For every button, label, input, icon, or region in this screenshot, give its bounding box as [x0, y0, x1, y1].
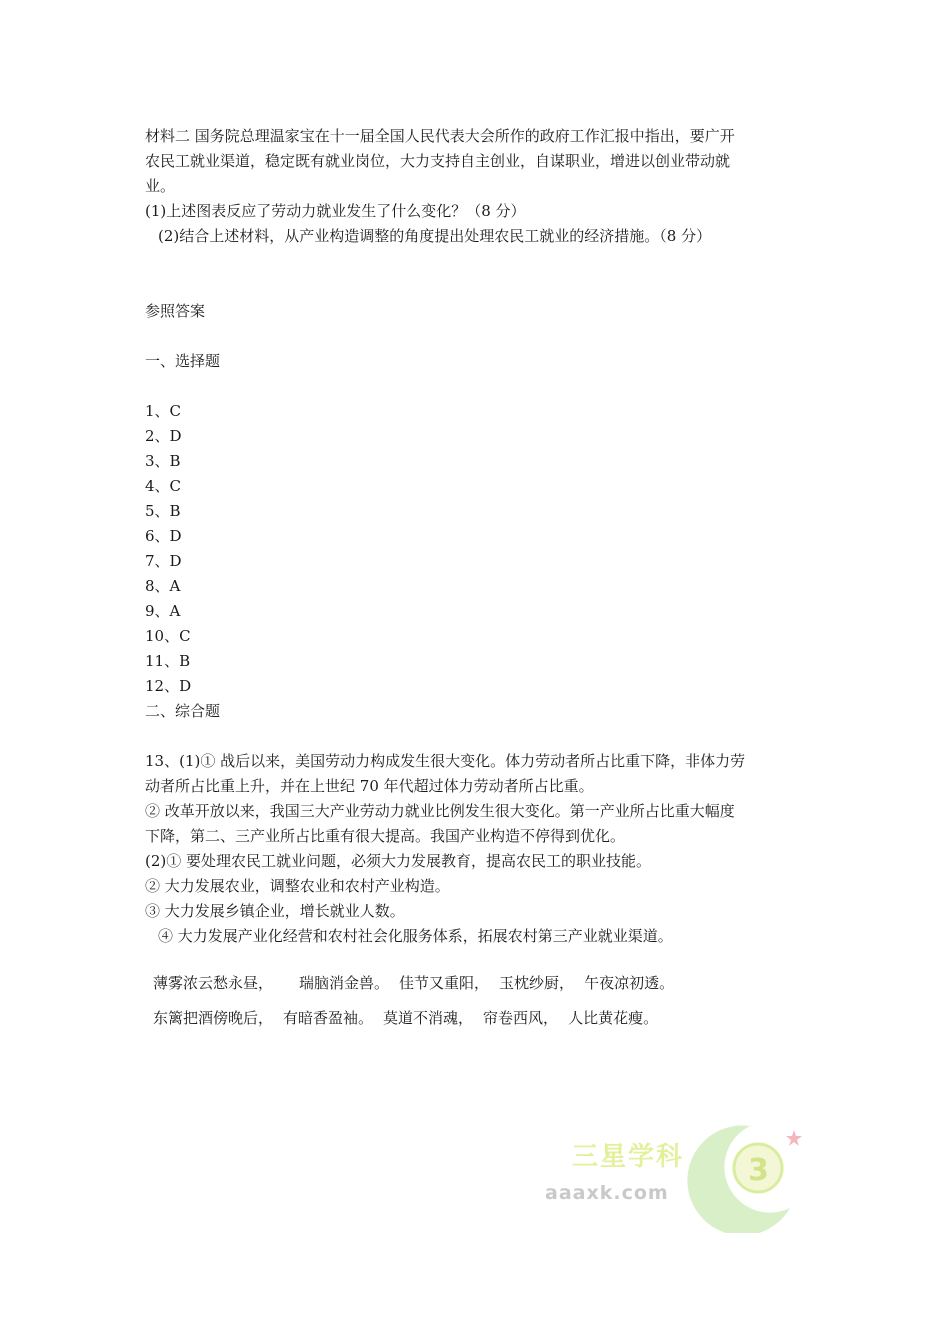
q13-line: 下降，第二、三产业所占比重有很大提高。我国产业构造不停得到优化。 [145, 827, 626, 845]
choice-answer: 7、D [145, 552, 182, 570]
choice-answer: 5、B [145, 502, 181, 520]
section2-title: 二、综合题 [145, 702, 221, 720]
material2-line: 材料二 国务院总理温家宝在十一届全国人民代表大会所作的政府工作汇报中指出，要广开 [145, 127, 735, 145]
document-body [145, 124, 815, 949]
choice-answer: 3、B [145, 452, 181, 470]
question-2: (2)结合上述材料，从产业构造调整的角度提出处理农民工就业的经济措施。（8 分） [158, 227, 712, 245]
poem-line-1 [153, 971, 773, 995]
q13-line: (2)① 要处理农民工就业问题，必须大力发展教育，提高农民工的职业技能。 [145, 852, 652, 870]
choice-answers-list [145, 399, 815, 699]
q13-line: ③ 大力发展乡镇企业，增长就业人数。 [145, 902, 405, 920]
poem-phrase: 瑞脑消金兽。 [299, 974, 390, 992]
material2-line: 业。 [145, 177, 176, 195]
q13-line: ② 改革开放以来，我国三大产业劳动力就业比例发生很大变化。第一产业所占比重大幅度 [145, 802, 735, 820]
watermark-logo [545, 1118, 810, 1233]
svg-text:3: 3 [748, 1153, 769, 1188]
poem-phrase: 帘卷西风， [483, 1009, 559, 1027]
poem-phrase: 薄雾浓云愁永昼， [153, 974, 274, 992]
answers-title: 参照答案 [145, 302, 206, 320]
poem-phrase: 午夜凉初透。 [584, 974, 675, 992]
choice-answer: 4、C [145, 477, 182, 495]
q13-line: ② 大力发展农业，调整农业和农村产业构造。 [145, 877, 450, 895]
q13-line: 13、(1)① 战后以来，美国劳动力构成发生很大变化。体力劳动者所占比重下降，非体力劳 [145, 752, 746, 770]
choice-answer: 6、D [145, 527, 182, 545]
poem-phrase: 有暗香盈袖。 [283, 1009, 374, 1027]
q13-line: 动者所占比重上升，并在上世纪 70 年代超过体力劳动者所占比重。 [145, 777, 594, 795]
choice-answer: 10、C [145, 627, 191, 645]
poem-phrase: 玉枕纱厨， [499, 974, 575, 992]
watermark-text: 三星学科 [572, 1142, 685, 1172]
poem-line-2 [153, 1006, 773, 1030]
choice-answer: 9、A [145, 602, 181, 620]
question-1: (1)上述图表反应了劳动力就业发生了什么变化？（8 分） [145, 202, 526, 220]
choice-answer: 1、C [145, 402, 182, 420]
choice-answer: 2、D [145, 427, 182, 445]
q13-answer [145, 749, 815, 949]
choice-answer: 12、D [145, 677, 192, 695]
poem-phrase: 莫道不消魂， [383, 1009, 474, 1027]
poem-phrase: 佳节又重阳， [399, 974, 490, 992]
choice-answer: 8、A [145, 577, 181, 595]
section1-title: 一、选择题 [145, 352, 221, 370]
poem-phrase: 东篱把酒傍晚后， [153, 1009, 274, 1027]
watermark-url: aaaxk.com [545, 1182, 669, 1204]
choice-answer: 11、B [145, 652, 191, 670]
q13-line: ④ 大力发展产业化经营和农村社会化服务体系，拓展农村第三产业就业渠道。 [158, 927, 673, 945]
poem-phrase: 人比黄花瘦。 [568, 1009, 659, 1027]
material2-line: 农民工就业渠道，稳定既有就业岗位，大力支持自主创业，自谋职业，增进以创业带动就 [145, 152, 731, 170]
